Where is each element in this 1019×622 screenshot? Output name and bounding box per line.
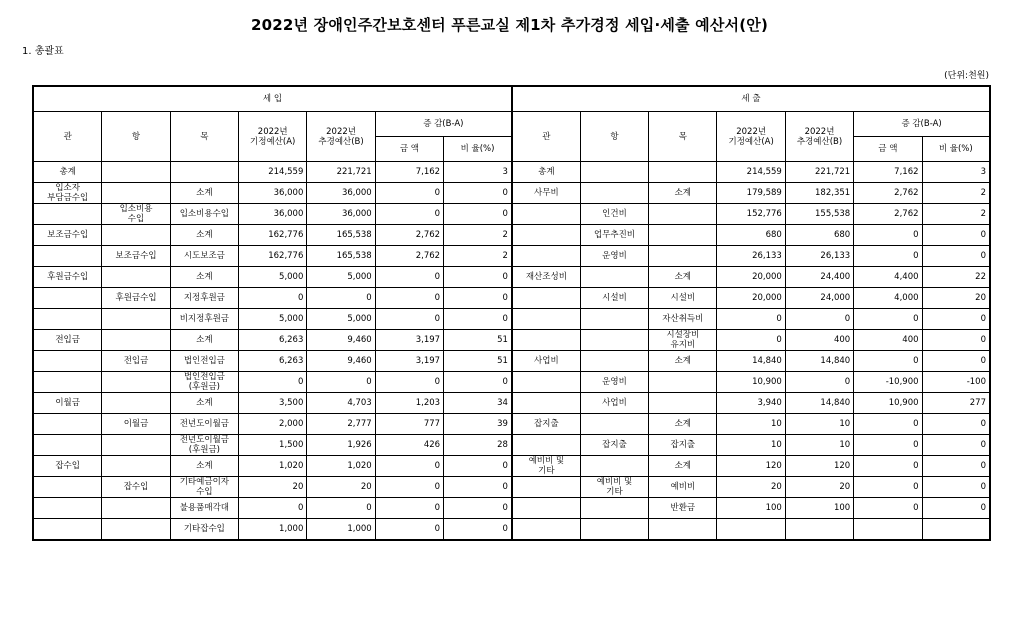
revenue-gwan-cell (34, 351, 102, 372)
revenue-hang-cell (102, 225, 170, 246)
revenue-revised-cell: 1,020 (307, 456, 375, 477)
revenue-revised-cell: 0 (307, 288, 375, 309)
col-hang: 항 (102, 112, 170, 162)
expense-gwan-cell (512, 309, 580, 330)
revenue-gwan-cell: 보조금수입 (34, 225, 102, 246)
revenue-change-amount-cell: 0 (375, 498, 443, 519)
expense-base-cell: 0 (717, 330, 785, 351)
expense-base-cell: 20,000 (717, 267, 785, 288)
expense-gwan-cell: 사업비 (512, 351, 580, 372)
revenue-change-amount-cell: 0 (375, 183, 443, 204)
expense-base-cell: 152,776 (717, 204, 785, 225)
revenue-hang-cell: 이월금 (102, 414, 170, 435)
expense-hang-cell: 업무추진비 (580, 225, 648, 246)
revenue-gwan-cell (34, 477, 102, 498)
expense-gwan-cell (512, 330, 580, 351)
expense-revised-cell: 0 (785, 372, 853, 393)
revenue-hang-cell: 잡수입 (102, 477, 170, 498)
expense-change-ratio-cell: 3 (922, 162, 989, 183)
expense-hang-cell: 운영비 (580, 246, 648, 267)
table-row (34, 246, 990, 267)
revenue-revised-cell: 20 (307, 477, 375, 498)
revenue-change-amount-cell: 0 (375, 372, 443, 393)
expense-gwan-cell (512, 204, 580, 225)
revenue-change-ratio-cell: 3 (444, 162, 512, 183)
expense-hang-cell (580, 330, 648, 351)
expense-mok-cell (649, 519, 717, 540)
revenue-mok-cell (170, 162, 238, 183)
revenue-change-amount-cell: 0 (375, 267, 443, 288)
revenue-hang-cell (102, 183, 170, 204)
expense-hang-cell: 예비비 및 기타 (580, 477, 648, 498)
expense-gwan-cell (512, 288, 580, 309)
revenue-revised-cell: 0 (307, 498, 375, 519)
expense-mok-cell: 잡지출 (649, 435, 717, 456)
expense-change-amount-cell (854, 519, 922, 540)
expense-change-ratio-cell: -100 (922, 372, 989, 393)
revenue-change-amount-cell: 0 (375, 204, 443, 225)
expense-change-amount-cell: 0 (854, 309, 922, 330)
table-row (34, 330, 990, 351)
expense-base-cell: 10,900 (717, 372, 785, 393)
table-row (34, 309, 990, 330)
table-row (34, 456, 990, 477)
expense-hang-cell: 잡지출 (580, 435, 648, 456)
revenue-gwan-cell (34, 414, 102, 435)
revenue-base-cell: 0 (239, 498, 307, 519)
expense-base-cell (717, 519, 785, 540)
expense-change-amount-cell: 10,900 (854, 393, 922, 414)
expense-revised-cell: 400 (785, 330, 853, 351)
expense-hang-cell (580, 456, 648, 477)
table-row (34, 351, 990, 372)
expense-hang-cell: 시설비 (580, 288, 648, 309)
revenue-revised-cell: 221,721 (307, 162, 375, 183)
revenue-revised-cell: 5,000 (307, 267, 375, 288)
expense-mok-cell: 소계 (649, 267, 717, 288)
table-row (34, 498, 990, 519)
col-hang: 항 (580, 112, 648, 162)
expense-mok-cell: 소계 (649, 456, 717, 477)
expense-mok-cell: 자산취득비 (649, 309, 717, 330)
revenue-hang-cell (102, 330, 170, 351)
expense-revised-cell: 20 (785, 477, 853, 498)
expense-revised-cell (785, 519, 853, 540)
expense-change-amount-cell: 2,762 (854, 204, 922, 225)
expense-change-ratio-cell (922, 519, 989, 540)
revenue-mok-cell: 기타잡수입 (170, 519, 238, 540)
expense-gwan-cell: 사무비 (512, 183, 580, 204)
expense-gwan-cell (512, 435, 580, 456)
revenue-base-cell: 0 (239, 288, 307, 309)
table-row (34, 414, 990, 435)
revenue-base-cell: 5,000 (239, 267, 307, 288)
table-row (34, 183, 990, 204)
revenue-change-ratio-cell: 0 (444, 519, 512, 540)
revenue-base-cell: 2,000 (239, 414, 307, 435)
revenue-base-cell: 214,559 (239, 162, 307, 183)
revenue-revised-cell: 36,000 (307, 204, 375, 225)
expense-revised-cell: 14,840 (785, 393, 853, 414)
revenue-revised-cell: 9,460 (307, 351, 375, 372)
expense-change-ratio-cell: 20 (922, 288, 989, 309)
expense-hang-cell (580, 267, 648, 288)
expense-base-cell: 10 (717, 435, 785, 456)
revenue-hang-cell (102, 519, 170, 540)
expense-mok-cell (649, 246, 717, 267)
revenue-hang-cell (102, 498, 170, 519)
revenue-mok-cell: 전년도이월금 (170, 414, 238, 435)
revenue-hang-cell (102, 435, 170, 456)
revenue-gwan-cell (34, 519, 102, 540)
expense-gwan-cell: 잡지출 (512, 414, 580, 435)
revenue-gwan-cell (34, 372, 102, 393)
expense-revised-cell: 680 (785, 225, 853, 246)
revenue-revised-cell: 36,000 (307, 183, 375, 204)
expense-revised-cell: 182,351 (785, 183, 853, 204)
unit-label: (단위:천원) (944, 71, 989, 81)
expense-hang-cell (580, 414, 648, 435)
table-row (34, 288, 990, 309)
expense-revised-cell: 0 (785, 309, 853, 330)
revenue-mok-cell: 소계 (170, 330, 238, 351)
expense-base-cell: 0 (717, 309, 785, 330)
revenue-change-amount-cell: 0 (375, 288, 443, 309)
expense-gwan-cell (512, 498, 580, 519)
expense-hang-cell (580, 162, 648, 183)
expense-change-ratio-cell: 0 (922, 351, 989, 372)
expense-base-cell: 26,133 (717, 246, 785, 267)
expense-revised-cell: 100 (785, 498, 853, 519)
expense-mok-cell (649, 162, 717, 183)
revenue-base-cell: 162,776 (239, 246, 307, 267)
expense-revised-cell: 10 (785, 414, 853, 435)
revenue-change-ratio-cell: 0 (444, 456, 512, 477)
revenue-change-amount-cell: 0 (375, 519, 443, 540)
expense-hang-cell (580, 183, 648, 204)
expense-base-cell: 120 (717, 456, 785, 477)
expense-hang-cell: 사업비 (580, 393, 648, 414)
revenue-change-ratio-cell: 2 (444, 246, 512, 267)
revenue-change-ratio-cell: 51 (444, 351, 512, 372)
expense-mok-cell (649, 393, 717, 414)
revenue-hang-cell: 후원금수입 (102, 288, 170, 309)
expense-revised-cell: 24,000 (785, 288, 853, 309)
revenue-gwan-cell: 입소자 부담금수입 (34, 183, 102, 204)
col-ratio: 비 율(%) (922, 137, 989, 162)
revenue-change-ratio-cell: 0 (444, 288, 512, 309)
expense-change-ratio-cell: 0 (922, 246, 989, 267)
expense-base-cell: 10 (717, 414, 785, 435)
expense-mok-cell: 소계 (649, 414, 717, 435)
revenue-hang-cell (102, 162, 170, 183)
expense-change-ratio-cell: 0 (922, 435, 989, 456)
revenue-change-amount-cell: 1,203 (375, 393, 443, 414)
expense-change-amount-cell: 4,000 (854, 288, 922, 309)
expense-base-cell: 20 (717, 477, 785, 498)
expense-hang-cell (580, 498, 648, 519)
expense-header: 세 출 (512, 87, 990, 112)
expense-revised-cell: 221,721 (785, 162, 853, 183)
revenue-hang-cell (102, 267, 170, 288)
revenue-gwan-cell: 전입금 (34, 330, 102, 351)
expense-change-ratio-cell: 0 (922, 414, 989, 435)
expense-change-amount-cell: 0 (854, 225, 922, 246)
revenue-revised-cell: 9,460 (307, 330, 375, 351)
revenue-change-ratio-cell: 39 (444, 414, 512, 435)
revenue-base-cell: 0 (239, 372, 307, 393)
expense-change-ratio-cell: 277 (922, 393, 989, 414)
page-title: 2022년 장애인주간보호센터 푸른교실 제1차 추가경정 세입·세출 예산서(안) (250, 16, 769, 34)
revenue-gwan-cell: 후원금수입 (34, 267, 102, 288)
revenue-mok-cell: 소계 (170, 225, 238, 246)
expense-revised-cell: 155,538 (785, 204, 853, 225)
expense-hang-cell (580, 351, 648, 372)
expense-change-ratio-cell: 0 (922, 477, 989, 498)
revenue-base-cell: 1,500 (239, 435, 307, 456)
revenue-mok-cell: 소계 (170, 183, 238, 204)
expense-gwan-cell: 예비비 및 기타 (512, 456, 580, 477)
revenue-change-amount-cell: 3,197 (375, 330, 443, 351)
expense-hang-cell (580, 309, 648, 330)
expense-base-cell: 20,000 (717, 288, 785, 309)
expense-change-amount-cell: 0 (854, 246, 922, 267)
expense-change-ratio-cell: 0 (922, 225, 989, 246)
revenue-change-amount-cell: 426 (375, 435, 443, 456)
revenue-revised-cell: 165,538 (307, 225, 375, 246)
expense-mok-cell: 소계 (649, 183, 717, 204)
revenue-change-ratio-cell: 0 (444, 183, 512, 204)
col-budget-revised: 2022년 추경예산(B) (307, 112, 375, 162)
revenue-revised-cell: 1,926 (307, 435, 375, 456)
expense-mok-cell: 반환금 (649, 498, 717, 519)
revenue-revised-cell: 0 (307, 372, 375, 393)
col-amount: 금 액 (375, 137, 443, 162)
revenue-change-amount-cell: 7,162 (375, 162, 443, 183)
expense-change-amount-cell: 0 (854, 351, 922, 372)
expense-change-ratio-cell: 2 (922, 204, 989, 225)
expense-gwan-cell (512, 225, 580, 246)
revenue-mok-cell: 지정후원금 (170, 288, 238, 309)
revenue-hang-cell: 입소비용 수입 (102, 204, 170, 225)
revenue-revised-cell: 4,703 (307, 393, 375, 414)
revenue-change-ratio-cell: 0 (444, 309, 512, 330)
col-gwan: 관 (512, 112, 580, 162)
expense-gwan-cell (512, 519, 580, 540)
col-mok: 목 (170, 112, 238, 162)
revenue-base-cell: 5,000 (239, 309, 307, 330)
revenue-change-ratio-cell: 34 (444, 393, 512, 414)
expense-change-ratio-cell: 0 (922, 498, 989, 519)
revenue-change-amount-cell: 2,762 (375, 246, 443, 267)
col-change: 증 감(B-A) (375, 112, 512, 137)
revenue-change-ratio-cell: 0 (444, 372, 512, 393)
budget-summary-table (33, 86, 990, 540)
revenue-mok-cell: 시도보조금 (170, 246, 238, 267)
revenue-mok-cell: 비지정후원금 (170, 309, 238, 330)
expense-gwan-cell (512, 393, 580, 414)
revenue-change-amount-cell: 3,197 (375, 351, 443, 372)
expense-change-amount-cell: 2,762 (854, 183, 922, 204)
table-row (34, 393, 990, 414)
revenue-base-cell: 20 (239, 477, 307, 498)
col-amount: 금 액 (854, 137, 922, 162)
expense-hang-cell: 인건비 (580, 204, 648, 225)
col-gwan: 관 (34, 112, 102, 162)
table-row (34, 435, 990, 456)
revenue-hang-cell (102, 309, 170, 330)
expense-change-amount-cell: 0 (854, 477, 922, 498)
revenue-mok-cell: 기타예금이자 수입 (170, 477, 238, 498)
revenue-revised-cell: 5,000 (307, 309, 375, 330)
revenue-revised-cell: 165,538 (307, 246, 375, 267)
revenue-change-ratio-cell: 28 (444, 435, 512, 456)
expense-change-amount-cell: 7,162 (854, 162, 922, 183)
expense-revised-cell: 10 (785, 435, 853, 456)
expense-change-amount-cell: 4,400 (854, 267, 922, 288)
expense-change-ratio-cell: 0 (922, 330, 989, 351)
revenue-mok-cell: 법인전입금 (후원금) (170, 372, 238, 393)
expense-change-ratio-cell: 0 (922, 456, 989, 477)
revenue-gwan-cell (34, 435, 102, 456)
revenue-gwan-cell (34, 498, 102, 519)
table-row (34, 267, 990, 288)
table-row (34, 372, 990, 393)
col-budget-base: 2022년 기정예산(A) (239, 112, 307, 162)
table-row (34, 162, 990, 183)
revenue-base-cell: 6,263 (239, 330, 307, 351)
col-budget-revised: 2022년 추경예산(B) (785, 112, 853, 162)
expense-base-cell: 680 (717, 225, 785, 246)
revenue-mok-cell: 소계 (170, 456, 238, 477)
expense-revised-cell: 14,840 (785, 351, 853, 372)
revenue-gwan-cell (34, 204, 102, 225)
revenue-base-cell: 162,776 (239, 225, 307, 246)
section-title: 1. 총괄표 (22, 46, 64, 57)
revenue-gwan-cell (34, 288, 102, 309)
expense-change-ratio-cell: 0 (922, 309, 989, 330)
expense-change-amount-cell: -10,900 (854, 372, 922, 393)
expense-mok-cell: 시설비 (649, 288, 717, 309)
revenue-gwan-cell: 이월금 (34, 393, 102, 414)
revenue-gwan-cell: 총계 (34, 162, 102, 183)
expense-change-amount-cell: 0 (854, 498, 922, 519)
expense-hang-cell (580, 519, 648, 540)
expense-base-cell: 179,589 (717, 183, 785, 204)
expense-revised-cell: 24,400 (785, 267, 853, 288)
table-row (34, 477, 990, 498)
revenue-header: 세 입 (34, 87, 512, 112)
expense-mok-cell: 예비비 (649, 477, 717, 498)
expense-change-amount-cell: 400 (854, 330, 922, 351)
revenue-gwan-cell: 잡수입 (34, 456, 102, 477)
expense-change-amount-cell: 0 (854, 435, 922, 456)
revenue-mok-cell: 입소비용수입 (170, 204, 238, 225)
revenue-mok-cell: 소계 (170, 267, 238, 288)
expense-mok-cell (649, 225, 717, 246)
expense-change-amount-cell: 0 (854, 414, 922, 435)
revenue-change-amount-cell: 0 (375, 456, 443, 477)
expense-mok-cell (649, 204, 717, 225)
revenue-hang-cell: 보조금수입 (102, 246, 170, 267)
expense-base-cell: 214,559 (717, 162, 785, 183)
expense-revised-cell: 120 (785, 456, 853, 477)
expense-change-ratio-cell: 2 (922, 183, 989, 204)
revenue-change-amount-cell: 0 (375, 477, 443, 498)
col-ratio: 비 율(%) (444, 137, 512, 162)
expense-change-ratio-cell: 22 (922, 267, 989, 288)
expense-hang-cell: 운영비 (580, 372, 648, 393)
revenue-gwan-cell (34, 246, 102, 267)
col-mok: 목 (649, 112, 717, 162)
table-row (34, 519, 990, 540)
expense-gwan-cell (512, 246, 580, 267)
revenue-hang-cell (102, 372, 170, 393)
revenue-change-ratio-cell: 0 (444, 267, 512, 288)
revenue-base-cell: 36,000 (239, 183, 307, 204)
revenue-change-ratio-cell: 51 (444, 330, 512, 351)
revenue-hang-cell: 전입금 (102, 351, 170, 372)
col-change: 증 감(B-A) (854, 112, 990, 137)
table-row (34, 225, 990, 246)
revenue-change-ratio-cell: 0 (444, 477, 512, 498)
expense-mok-cell: 시설장비 유지비 (649, 330, 717, 351)
revenue-change-ratio-cell: 2 (444, 225, 512, 246)
expense-base-cell: 3,940 (717, 393, 785, 414)
revenue-change-amount-cell: 2,762 (375, 225, 443, 246)
revenue-mok-cell: 법인전입금 (170, 351, 238, 372)
expense-change-amount-cell: 0 (854, 456, 922, 477)
expense-revised-cell: 26,133 (785, 246, 853, 267)
revenue-change-amount-cell: 0 (375, 309, 443, 330)
revenue-base-cell: 1,000 (239, 519, 307, 540)
revenue-base-cell: 1,020 (239, 456, 307, 477)
table-row (34, 204, 990, 225)
expense-mok-cell (649, 372, 717, 393)
revenue-base-cell: 6,263 (239, 351, 307, 372)
expense-base-cell: 14,840 (717, 351, 785, 372)
revenue-change-ratio-cell: 0 (444, 204, 512, 225)
revenue-base-cell: 3,500 (239, 393, 307, 414)
revenue-hang-cell (102, 393, 170, 414)
expense-base-cell: 100 (717, 498, 785, 519)
expense-gwan-cell (512, 372, 580, 393)
revenue-revised-cell: 2,777 (307, 414, 375, 435)
revenue-change-amount-cell: 777 (375, 414, 443, 435)
revenue-gwan-cell (34, 309, 102, 330)
expense-mok-cell: 소계 (649, 351, 717, 372)
revenue-hang-cell (102, 456, 170, 477)
revenue-mok-cell: 전년도이월금 (후원금) (170, 435, 238, 456)
expense-gwan-cell: 재산조성비 (512, 267, 580, 288)
col-budget-base: 2022년 기정예산(A) (717, 112, 785, 162)
expense-gwan-cell (512, 477, 580, 498)
revenue-base-cell: 36,000 (239, 204, 307, 225)
expense-gwan-cell: 총계 (512, 162, 580, 183)
revenue-revised-cell: 1,000 (307, 519, 375, 540)
revenue-mok-cell: 불용품매각대 (170, 498, 238, 519)
revenue-change-ratio-cell: 0 (444, 498, 512, 519)
revenue-mok-cell: 소계 (170, 393, 238, 414)
